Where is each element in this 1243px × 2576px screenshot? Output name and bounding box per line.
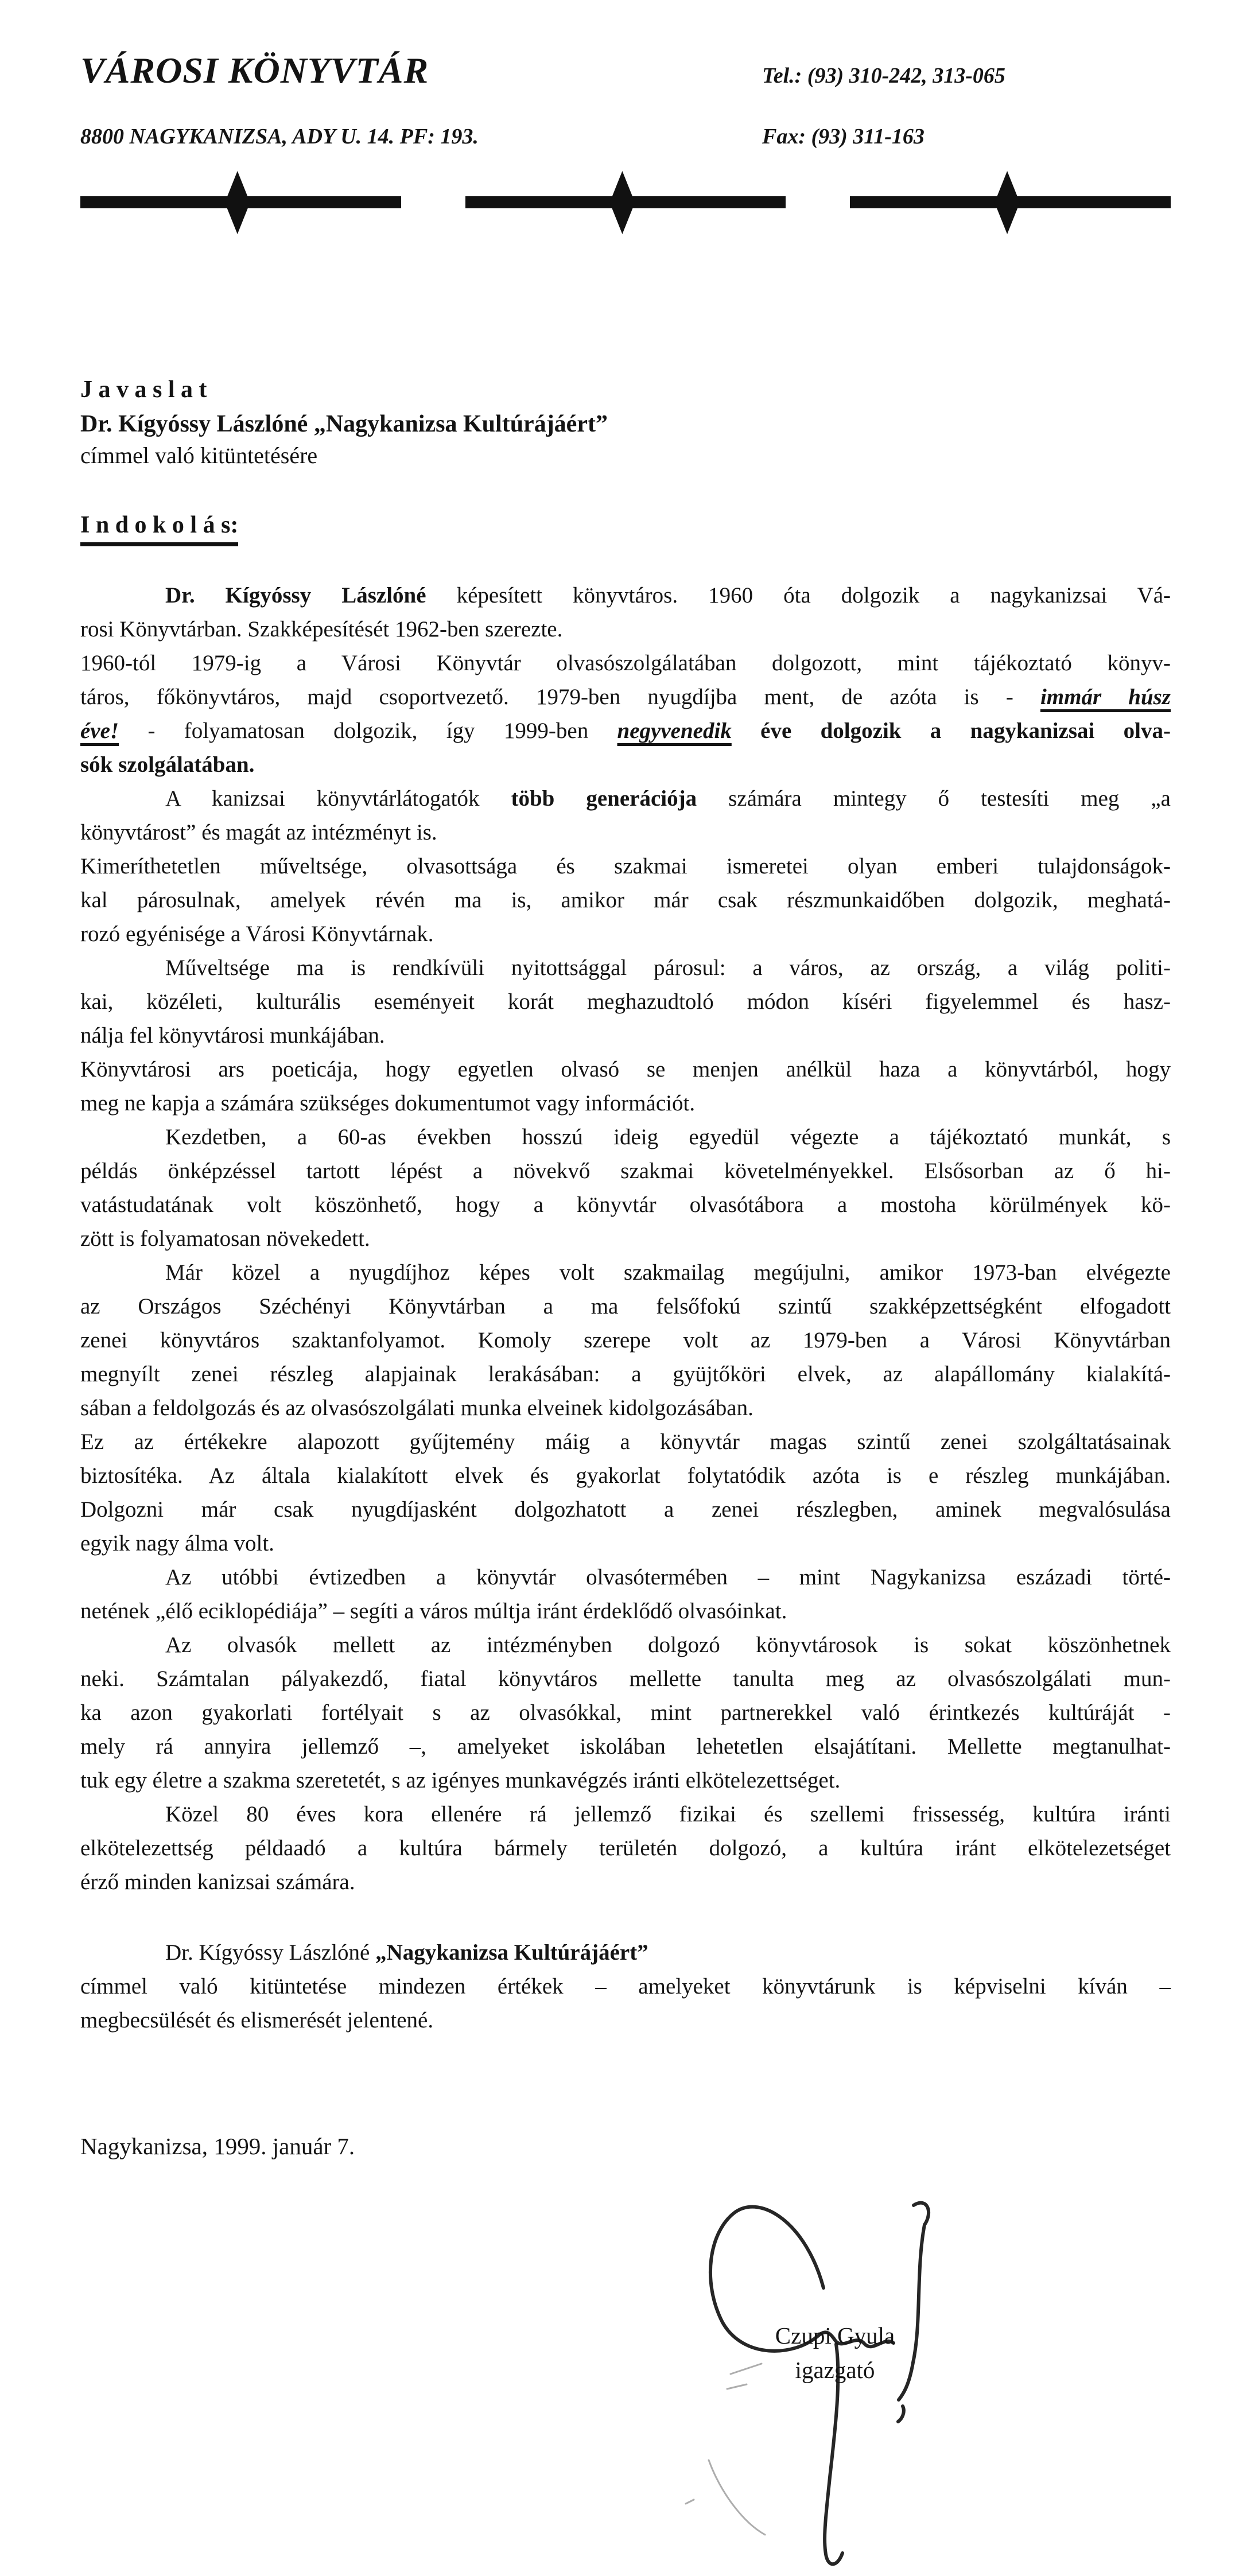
text-run: megnyílt zenei részleg alapjainak lerakásában: a gyüjtőköri elvek, az alapállomány kialakítá- [80,1362,1171,1386]
text-run: ka azon gyakorlati fortélyait s az olvasókkal, mint partnerekkel való érintkezés kultúráját - [80,1700,1171,1725]
diamond-icon [225,171,250,234]
text-run: meg ne kapja a számára szükséges dokumentumot vagy információt. [80,1091,696,1116]
text-run: biztosítéka. Az általa kialakított elvek és gyakorlat folytatódik azóta is e részleg munkájában. [80,1463,1171,1488]
text-run: nálja fel könyvtárosi munkájában. [80,1023,385,1048]
text-run: érző minden kanizsai számára. [80,1870,355,1894]
text-line [80,1493,1171,1526]
text-line [80,1865,1171,1899]
section-heading-text: I n d o k o l á s: [80,511,238,546]
text-run: „Nagykanizsa Kultúrájáért” [375,1940,648,1965]
text-line [80,1936,1171,1969]
paragraph [80,1560,1171,1628]
paragraph [80,578,1171,646]
proposal-subject: Dr. Kígyóssy Lászlóné „Nagykanizsa Kultúrájáért” [80,411,608,437]
text-line [80,849,1171,883]
text-line [80,985,1171,1019]
address-line: 8800 NAGYKANIZSA, ADY U. 14. PF: 193. [80,125,479,149]
text-line [80,612,1171,646]
text-run: számára mintegy ő testesíti meg „a [697,786,1171,811]
text-run: negyvenedik [617,718,732,743]
text-run: egyik nagy álma volt. [80,1531,274,1556]
text-run: éve dolgozik a nagykanizsai olva- [760,718,1171,743]
text-run: elkötelezettség példaadó a kultúra bármely területén dolgozó, a kultúra iránt elkötelezetséget [80,1836,1171,1860]
paragraph [80,1425,1171,1560]
text-run: az Országos Széchényi Könyvtárban a ma felsőfokú szintű szakképzettségként elfogadott [80,1294,1171,1319]
paragraph [80,1052,1171,1120]
text-line [80,578,1171,612]
text-line [80,1256,1171,1289]
text-run: A kanizsai könyvtárlátogatók [165,786,511,811]
text-line [80,815,1171,849]
text-line [80,883,1171,917]
text-line [80,917,1171,951]
divider-ornament [80,171,1171,234]
text-run: netének „élő eciklopédiája” – segíti a város múltja iránt érdeklődő olvasóinkat. [80,1599,787,1623]
text-line [80,714,1171,748]
text-line [80,680,1171,714]
section-heading [80,511,1171,546]
text-line [80,646,1171,680]
paragraph [80,849,1171,951]
text-line [80,1357,1171,1391]
text-run: Műveltsége ma is rendkívüli nyitottsággal párosul: a város, az ország, a világ politi- [165,955,1171,980]
text-line [80,1763,1171,1797]
text-run: több generációja [511,786,697,811]
divider-segment [80,171,401,234]
paragraph [80,782,1171,849]
text-line [80,2003,1171,2037]
text-line [80,1391,1171,1425]
text-run: táros, főkönyvtáros, majd csoportvezető. 1979-ben nyugdíjba ment, de azóta is - [80,685,1040,709]
text-run: példás önképzéssel tartott lépést a növekvő szakmai követelményekkel. Elsősorban az ő hi- [80,1159,1171,1183]
text-run: Az olvasók mellett az intézményben dolgozó könyvtárosok is sokat köszönhetnek [165,1633,1171,1657]
paragraph [80,1936,1171,1969]
text-run: mely rá annyira jellemző –, amelyeket iskolában lehetetlen elsajátítani. Mellette megtanulhat- [80,1734,1171,1759]
text-line [80,1154,1171,1188]
text-line [80,1696,1171,1730]
text-line [80,1052,1171,1086]
text-run: képesített könyvtáros. 1960 óta dolgozik a nagykanizsai Vá- [426,583,1171,608]
paragraph [80,1797,1171,1899]
text-run: sók szolgálatában. [80,752,255,777]
text-run: Ez az értékekre alapozott gyűjtemény máig a könyvtár magas szintű zenei szolgáltatásainak [80,1429,1171,1454]
org-name: VÁROSI KÖNYVTÁR [80,50,429,91]
text-line [80,1730,1171,1763]
text-line [80,1594,1171,1628]
text-run: - folyamatosan dolgozik, így 1999-ben [119,718,617,743]
text-line [80,1086,1171,1120]
paragraph [80,1969,1171,2037]
text-run: immár húsz [1040,685,1171,709]
paragraph [80,1120,1171,1256]
text-line [80,1120,1171,1154]
text-run [732,718,760,743]
text-line [80,1831,1171,1865]
signer-name: Czupi Gyula [775,2322,895,2349]
proposal-subject-suffix: címmel való kitüntetésére [80,442,318,468]
text-run: tuk egy életre a szakma szeretetét, s az igényes munkavégzés iránti elkötelezettséget. [80,1768,841,1793]
fax-line: Fax: (93) 311-163 [762,125,925,149]
text-line [80,1459,1171,1493]
text-run: sában a feldolgozás és az olvasószolgálati munka elveinek kidolgozásában. [80,1396,753,1420]
signature-block [729,2318,941,2387]
text-run: Kimeríthetetlen műveltsége, olvasottsága és szakmai ismeretei olyan emberi tulajdonságok- [80,854,1171,879]
text-line [80,1628,1171,1662]
text-line [80,1560,1171,1594]
text-run: könyvtárost” és magát az intézményt is. [80,820,437,845]
text-run: kai, közéleti, kulturális eseményeit korát meghazudtoló módon kíséri figyelemmel és hasz- [80,989,1171,1014]
text-line [80,1188,1171,1222]
text-run: 1960-tól 1979-ig a Városi Könyvtár olvasószolgálatában dolgozott, mint tájékoztató könyv- [80,651,1171,675]
proposal-title: J a v a s l a t [80,376,207,403]
document-body [80,578,1171,2037]
text-run: zenei könyvtáros szaktanfolyamot. Komoly szerepe volt az 1979-ben a Városi Könyvtárban [80,1328,1171,1353]
text-run: Közel 80 éves kora ellenére rá jellemző fizikai és szellemi frissesség, kultúra iránti [165,1802,1171,1827]
text-run: Könyvtárosi ars poeticája, hogy egyetlen olvasó se menjen anélkül haza a könyvtárból, hogy [80,1057,1171,1082]
diamond-icon [995,171,1020,234]
divider-segment [850,171,1171,234]
paragraph [80,951,1171,1052]
paragraph [80,646,1171,782]
text-run: Dr. Kígyóssy Lászlóné [165,1940,376,1965]
text-line [80,1289,1171,1323]
text-line [80,1019,1171,1052]
phone-line: Tel.: (93) 310-242, 313-065 [762,64,1005,88]
text-run: neki. Számtalan pályakezdő, fiatal könyvtáros mellette tanulta meg az olvasószolgálati mun- [80,1666,1171,1691]
diamond-icon [609,171,635,234]
text-line [80,1323,1171,1357]
text-line [80,1969,1171,2003]
text-line [80,1425,1171,1459]
text-run: Az utóbbi évtizedben a könyvtár olvasótermében – mint Nagykanizsa eszázadi törté- [165,1565,1171,1590]
text-run: kal párosulnak, amelyek révén ma is, amikor már csak részmunkaidőben dolgozik, meghatá- [80,888,1171,912]
text-run: zött is folyamatosan növekedett. [80,1226,370,1251]
signer-title: igazgató [795,2357,875,2383]
text-run: rosi Könyvtárban. Szakképesítését 1962-ben szerezte. [80,617,563,642]
text-run: megbecsülését és elismerését jelentené. [80,2008,434,2033]
text-line [80,1662,1171,1696]
text-line [80,748,1171,782]
text-line [80,1526,1171,1560]
dateline: Nagykanizsa, 1999. január 7. [80,2133,355,2159]
text-run: Dr. Kígyóssy Lászlóné [165,583,426,608]
paragraph [80,1256,1171,1425]
text-run: rozó egyénisége a Városi Könyvtárnak. [80,922,434,946]
text-run: éve! [80,718,119,743]
text-line [80,1797,1171,1831]
text-run: Kezdetben, a 60-as években hosszú ideig egyedül végezte a tájékoztató munkát, s [165,1125,1171,1149]
text-run: vatástudatának volt köszönhető, hogy a könyvtár olvasótábora a mostoha körülmények kö- [80,1192,1171,1217]
text-run: Már közel a nyugdíjhoz képes volt szakmailag megújulni, amikor 1973-ban elvégezte [165,1260,1171,1285]
text-line [80,951,1171,985]
paragraph [80,1628,1171,1797]
divider-segment [465,171,786,234]
text-run: címmel való kitüntetése mindezen értékek – amelyeket könyvtárunk is képviselni kíván – [80,1974,1171,1999]
text-line [80,782,1171,815]
text-line [80,1222,1171,1256]
letterhead [80,49,1171,234]
text-run: Dolgozni már csak nyugdíjasként dolgozhatott a zenei részlegben, aminek megvalósulása [80,1497,1171,1522]
